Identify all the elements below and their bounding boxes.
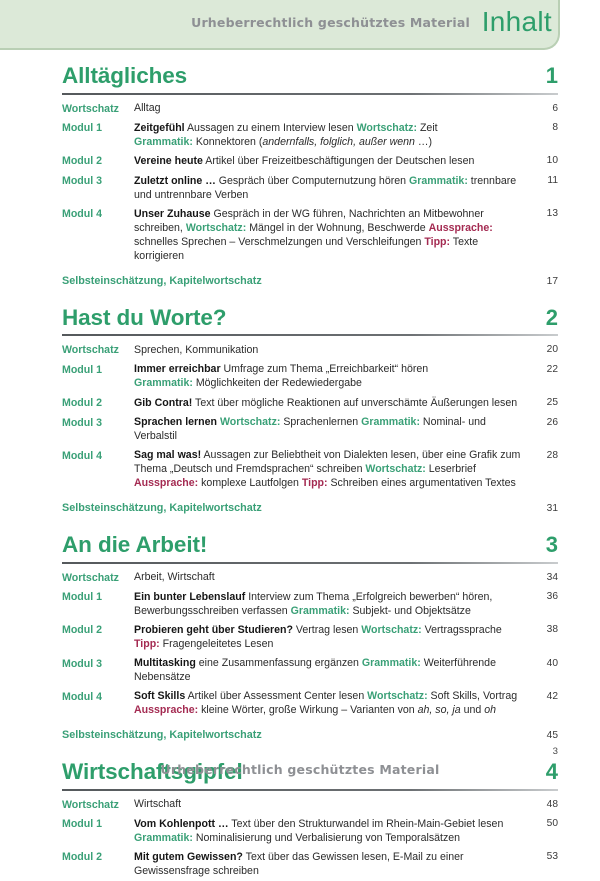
entry-text: Text über das Gewissen lesen, E-Mail zu einer Gewissensfrage schreiben: [134, 850, 464, 877]
toc-row-label: Modul 3: [62, 416, 103, 429]
chapter-title: Alltägliches: [62, 63, 188, 88]
toc-row[interactable]: [62, 151, 558, 171]
toc-row-page-number: 28: [546, 449, 558, 461]
toc-row-label: Modul 2: [62, 851, 103, 864]
toc-row-label: Wortschatz: [62, 571, 119, 584]
skill-label-green: Grammatik:: [361, 657, 421, 670]
entry-text: eine Zusammenfassung ergänzen: [195, 657, 362, 670]
toc-row-description: [134, 101, 534, 115]
toc-row-label: Modul 3: [62, 657, 103, 670]
entry-title: Vom Kohlenpott …: [134, 817, 229, 830]
entry-text: Text über den Strukturwandel im Rhein-Main-Gebiet lesen: [228, 817, 504, 830]
entry-title: Sprachen lernen: [134, 416, 218, 429]
self-assessment-label: Selbsteinschätzung, Kapitelwortschatz: [62, 274, 262, 287]
entry-text: Sprachenlernen: [280, 416, 362, 429]
self-assessment-page-number: 45: [546, 729, 558, 741]
toc-row-label: Modul 2: [62, 155, 103, 168]
toc-row-description: [134, 154, 534, 168]
entry-title: Vereine heute: [134, 154, 203, 167]
toc-row[interactable]: [62, 413, 558, 446]
toc-row-label: Modul 1: [62, 591, 103, 604]
toc-row[interactable]: [62, 171, 558, 204]
toc-row-description: [134, 415, 534, 443]
entry-text: Schreiben eines argumentativen Textes: [327, 477, 516, 490]
toc-row[interactable]: [62, 568, 558, 588]
toc-row-description: [134, 121, 534, 149]
toc-row[interactable]: [62, 118, 558, 151]
toc-row-page-number: 38: [546, 624, 558, 636]
toc-row-description: [134, 343, 534, 357]
toc-row-description: [134, 689, 534, 717]
skill-label-green: Grammatik:: [290, 604, 350, 617]
skill-label-green: Grammatik:: [134, 377, 193, 390]
chapter-entry-list: [62, 564, 558, 720]
toc-row-label: Modul 2: [62, 397, 103, 410]
entry-title: Sag mal was!: [134, 449, 202, 462]
toc-row-label: Modul 2: [62, 624, 103, 637]
entry-text: Nominal- und Verbalstil: [134, 416, 486, 443]
entry-title: Gib Contra!: [134, 396, 193, 409]
toc-row-page-number: 26: [546, 416, 558, 428]
entry-text: trennbare und untrennbare Verben: [134, 174, 517, 201]
toc-row-page-number: 8: [552, 122, 558, 134]
chapter-entry-list: [62, 336, 558, 493]
toc-row-label: Modul 4: [62, 690, 103, 703]
toc-row-page-number: 36: [546, 591, 558, 603]
self-assessment-page-number: 31: [546, 502, 558, 514]
skill-label-red: Tipp:: [424, 235, 451, 248]
chapter-number: 3: [545, 531, 558, 557]
toc-row-page-number: 42: [546, 690, 558, 702]
toc-row-label: Modul 3: [62, 175, 103, 188]
toc-row[interactable]: [62, 847, 558, 880]
toc-row[interactable]: [62, 687, 558, 720]
chapter-title: An die Arbeit!: [62, 531, 208, 557]
skill-label-green: Grammatik:: [408, 174, 468, 187]
toc-row-page-number: 11: [547, 175, 558, 187]
toc-row-label: Wortschatz: [62, 102, 119, 115]
entry-title: Ein bunter Lebenslauf: [134, 590, 246, 603]
entry-title: Mit gutem Gewissen?: [134, 850, 243, 863]
skill-label-green: Wortschatz:: [365, 463, 426, 476]
entry-text: Artikel über Assessment Center lesen: [185, 690, 368, 703]
toc-row[interactable]: [62, 204, 558, 265]
toc-row-description: [134, 570, 534, 584]
entry-text: Möglichkeiten der Redewiedergabe: [192, 377, 362, 390]
entry-text: Artikel über Freizeitbeschäftigungen der Deutschen lesen: [202, 154, 475, 167]
skill-label-red: Aussprache:: [428, 221, 493, 234]
toc-row-description: [134, 448, 534, 490]
toc-row[interactable]: [62, 620, 558, 653]
toc-row-label: Modul 4: [62, 449, 103, 462]
entry-title: Zuletzt online …: [134, 174, 216, 187]
entry-emphasis: ah, so, ja: [417, 704, 461, 717]
entry-text: Texte korrigieren: [134, 235, 479, 262]
chapter-section: [0, 52, 600, 294]
entry-text: und: [460, 704, 485, 717]
toc-row[interactable]: [62, 99, 558, 119]
toc-row[interactable]: [62, 340, 558, 360]
chapter-section: [0, 294, 600, 521]
entry-text: Gespräch in der WG führen, Nachrichten an Mitbewohner schreiben,: [134, 207, 484, 234]
toc-row-page-number: 22: [546, 363, 558, 375]
entry-text: Weiterführende Nebensätze: [134, 657, 496, 684]
footer-page-number: 3: [552, 746, 558, 757]
entry-title: Unser Zuhause: [134, 207, 211, 220]
skill-label-red: Tipp:: [301, 477, 328, 490]
footer-watermark-text: Urheberrechtlich geschütztes Material: [160, 762, 440, 777]
entry-emphasis: andernfalls, folglich, außer wenn: [262, 135, 415, 148]
entry-title: Soft Skills: [134, 690, 186, 703]
chapter-title: Hast du Worte?: [62, 304, 227, 330]
entry-text: Vertragssprache: [421, 623, 502, 636]
toc-row-label: Wortschatz: [62, 798, 119, 811]
entry-text: kleine Wörter, große Wirkung – Varianten von: [198, 704, 418, 717]
entry-text: Nominalisierung und Verbalisierung von Temporalsätzen: [192, 831, 461, 844]
entry-text: Zeit: [417, 121, 438, 134]
entry-text: Leserbrief: [425, 463, 476, 476]
entry-title: Zeitgefühl: [134, 121, 185, 134]
entry-text: …): [414, 135, 432, 148]
skill-label-green: Grammatik:: [134, 831, 193, 844]
entry-text: Vertrag lesen: [292, 623, 362, 636]
entry-text: Interview zum Thema „Erfolgreich bewerben“ hören, Bewerbungsschreiben verfassen: [134, 590, 493, 617]
toc-row-page-number: 20: [546, 344, 558, 356]
skill-label-red: Tipp:: [134, 638, 160, 651]
toc-row-label: Wortschatz: [62, 344, 119, 357]
self-assessment-row[interactable]: [62, 266, 558, 294]
toc-row-page-number: 53: [546, 851, 558, 863]
entry-emphasis: oh: [484, 704, 496, 717]
toc-row-page-number: 50: [546, 818, 558, 830]
chapter-heading[interactable]: [62, 294, 558, 333]
toc-row[interactable]: [62, 360, 558, 393]
toc-row-description: [134, 623, 534, 651]
skill-label-green: Wortschatz:: [185, 221, 247, 234]
chapter-number: 1: [545, 63, 558, 88]
toc-row-page-number: 10: [546, 155, 558, 167]
page-header: [0, 0, 600, 52]
toc-row-description: [134, 850, 534, 878]
entry-text: Text über mögliche Reaktionen auf unverschämte Äußerungen lesen: [192, 396, 518, 409]
toc-row-page-number: 34: [546, 571, 558, 583]
toc-row-description: [134, 207, 534, 263]
skill-label-green: Wortschatz:: [361, 623, 422, 636]
skill-label-green: Grammatik:: [134, 135, 193, 148]
toc-row[interactable]: [62, 654, 558, 687]
self-assessment-page-number: 17: [546, 275, 558, 287]
chapter-heading[interactable]: [62, 521, 558, 560]
entry-text: komplexe Lautfolgen: [198, 477, 302, 490]
skill-label-green: Wortschatz:: [356, 121, 418, 134]
skill-label-red: Aussprache:: [134, 477, 199, 490]
page-footer: [0, 742, 600, 800]
entry-text: Mängel in der Wohnung, Beschwerde: [246, 221, 429, 234]
entry-title: Probieren geht über Studieren?: [134, 623, 293, 636]
toc-row[interactable]: [62, 814, 558, 847]
entry-text: Subjekt- und Objektsätze: [349, 604, 471, 617]
self-assessment-label: Selbsteinschätzung, Kapitelwortschatz: [62, 501, 262, 514]
chapter-entry-list: [62, 791, 558, 881]
toc-row-page-number: 6: [552, 102, 558, 114]
toc-row-label: Modul 1: [62, 122, 103, 135]
toc-row-description: [134, 656, 534, 684]
chapter-number: 2: [545, 304, 558, 330]
toc-row-page-number: 48: [546, 798, 558, 810]
entry-title: Immer erreichbar: [134, 363, 221, 376]
entry-title: Multitasking: [134, 657, 196, 670]
toc-row-description: [134, 817, 534, 845]
chapter-section: [0, 521, 600, 748]
entry-text: schnelles Sprechen – Verschmelzungen und Verschleifungen: [134, 235, 425, 248]
entry-text: Alltag: [134, 102, 161, 115]
entry-text: Fragengeleitetes Lesen: [159, 638, 274, 651]
entry-text: Umfrage zum Thema „Erreichbarkeit“ hören: [220, 363, 429, 376]
toc-row-label: Modul 4: [62, 208, 103, 221]
entry-text: Wirtschaft: [134, 798, 182, 811]
entry-text: Arbeit, Wirtschaft: [134, 571, 215, 584]
toc-row-page-number: 25: [546, 397, 558, 409]
toc-row-label: Modul 1: [62, 818, 103, 831]
self-assessment-row[interactable]: [62, 493, 558, 521]
toc-row-description: [134, 362, 534, 390]
skill-label-red: Aussprache:: [134, 704, 199, 717]
toc-row-page-number: 13: [546, 208, 558, 220]
chapter-title: Wirtschaftsgipfel: [62, 758, 243, 784]
self-assessment-label: Selbsteinschätzung, Kapitelwortschatz: [62, 728, 262, 741]
toc-row-description: [134, 174, 534, 202]
skill-label-green: Wortschatz:: [367, 690, 428, 703]
entry-text: Konnektoren (: [192, 135, 263, 148]
toc-row[interactable]: [62, 587, 558, 620]
toc-row-page-number: 40: [546, 657, 558, 669]
entry-text: Gespräch über Computernutzung hören: [215, 174, 409, 187]
chapter-number: 4: [545, 758, 558, 784]
skill-label-green: Grammatik:: [361, 416, 420, 429]
skill-label-green: Wortschatz:: [219, 416, 281, 429]
header-watermark-text: Urheberrechtlich geschütztes Material: [191, 15, 470, 30]
toc-row[interactable]: [62, 393, 558, 413]
page-title: Inhalt: [481, 6, 552, 37]
entry-text: Aussagen zur Beliebtheit von Dialekten lesen, über eine Grafik zum Thema „Deutsch und Fremdsprachen“ schreiben: [134, 449, 521, 476]
chapter-heading[interactable]: [62, 52, 558, 91]
toc-row-description: [134, 396, 534, 410]
toc-row-label: Modul 1: [62, 363, 103, 376]
entry-text: Soft Skills, Vortrag: [427, 690, 518, 703]
entry-text: Aussagen zu einem Interview lesen: [184, 121, 357, 134]
entry-text: Sprechen, Kommunikation: [134, 343, 259, 356]
chapter-entry-list: [62, 95, 558, 266]
toc-row[interactable]: [62, 446, 558, 493]
toc-row-description: [134, 590, 534, 618]
